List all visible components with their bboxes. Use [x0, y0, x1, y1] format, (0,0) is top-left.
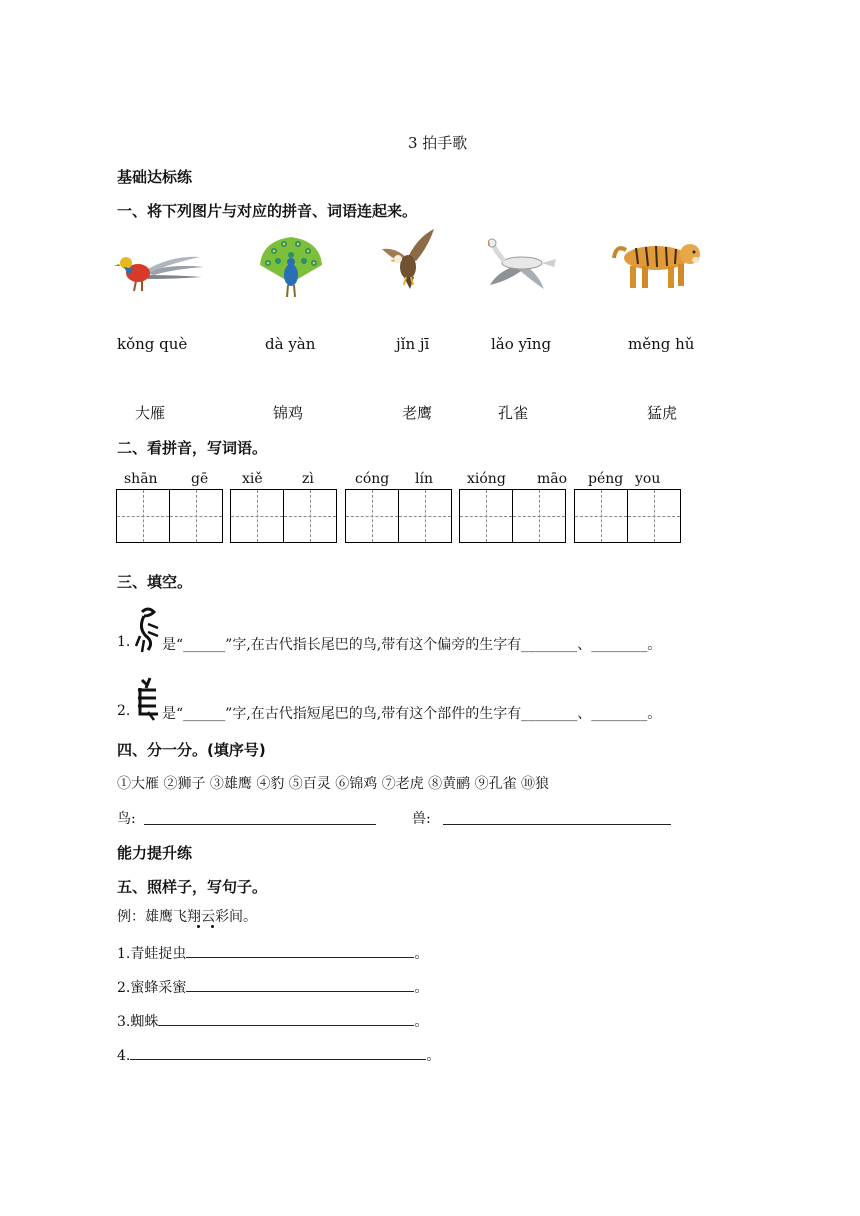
q2-pinyin-3: xiě — [242, 471, 263, 487]
q4-beast-answer-line[interactable] — [443, 810, 671, 825]
q5-line-2-end: 。 — [414, 980, 429, 996]
q1-word-2: 锦鸡 — [273, 404, 304, 422]
emphasis-dot — [197, 925, 200, 928]
q2-pinyin-4: zì — [302, 471, 314, 487]
q3-line1-number: 1. — [117, 634, 131, 650]
writing-grid-1[interactable] — [116, 489, 223, 543]
q5-line-1-end: 。 — [414, 946, 429, 962]
q2-pinyin-5: cóng — [355, 471, 390, 487]
q2-pinyin-2: gē — [191, 471, 209, 487]
q5-line-1-prefix: 1.青蛙捉虫 — [117, 946, 187, 962]
q3-line1-text: 是“______”字,在古代指长尾巴的鸟,带有这个偏旁的生字有________、________。 — [162, 637, 662, 653]
q4-heading: 四、分一分。(填序号) — [117, 741, 266, 759]
wild-goose-image — [488, 237, 558, 291]
page-title: 3 拍手歌 — [408, 134, 468, 152]
q5-line-2-prefix: 2.蜜蜂采蜜 — [117, 980, 187, 996]
writing-cell[interactable] — [398, 489, 452, 543]
q2-heading: 二、看拼音，写词语。 — [117, 439, 268, 457]
q2-pinyin-8: māo — [537, 471, 568, 487]
section-basic-heading: 基础达标练 — [117, 168, 193, 186]
q5-line-2 — [117, 977, 428, 997]
writing-grid-3[interactable] — [345, 489, 452, 543]
q1-heading: 一、将下列图片与对应的拼音、词语连起来。 — [117, 202, 418, 220]
q1-word-5: 猛虎 — [647, 404, 678, 422]
q5-line-4-prefix: 4. — [117, 1048, 131, 1064]
q5-line-3-prefix: 3.蜘蛛 — [117, 1014, 159, 1030]
writing-cell[interactable] — [283, 489, 337, 543]
eagle-image — [378, 227, 438, 291]
q3-line2-number: 2. — [117, 703, 131, 719]
tiger-image — [612, 234, 704, 292]
q1-pinyin-4: lǎo yīng — [491, 335, 552, 353]
ancient-short-tailed-bird-glyph-icon — [134, 676, 162, 722]
q5-answer-line-4[interactable] — [130, 1045, 426, 1060]
q1-pinyin-2: dà yàn — [265, 335, 316, 353]
writing-grid-2[interactable] — [230, 489, 337, 543]
writing-cell[interactable] — [169, 489, 223, 543]
golden-pheasant-image — [114, 245, 206, 295]
q3-line2-text: 是“______”字,在古代指短尾巴的鸟,带有这个部件的生字有________、________。 — [162, 706, 662, 722]
writing-cell[interactable] — [345, 489, 399, 543]
writing-grid-4[interactable] — [459, 489, 566, 543]
q4-bird-answer-line[interactable] — [144, 810, 376, 825]
q5-answer-line-3[interactable] — [158, 1011, 414, 1026]
writing-cell[interactable] — [574, 489, 628, 543]
q2-pinyin-10: you — [635, 471, 661, 487]
q5-line-4 — [117, 1045, 440, 1065]
q1-word-4: 孔雀 — [498, 404, 529, 422]
q5-line-3 — [117, 1011, 428, 1031]
q1-pinyin-3: jǐn jī — [396, 335, 430, 353]
q1-word-3: 老鹰 — [402, 404, 433, 422]
q5-heading: 五、照样子，写句子。 — [117, 878, 268, 896]
q3-heading: 三、填空。 — [117, 573, 193, 591]
q5-line-1 — [117, 943, 428, 963]
writing-cell[interactable] — [230, 489, 284, 543]
writing-grid-5[interactable] — [574, 489, 681, 543]
writing-cell[interactable] — [116, 489, 170, 543]
q5-example: 例：雄鹰飞翔云彩间。 — [117, 909, 257, 925]
q2-pinyin-9: péng — [588, 471, 624, 487]
q5-line-3-end: 。 — [414, 1014, 429, 1030]
q5-line-4-end: 。 — [426, 1048, 441, 1064]
emphasis-dot — [211, 925, 214, 928]
q5-answer-line-1[interactable] — [186, 943, 414, 958]
q1-pinyin-5: měng hǔ — [628, 335, 695, 353]
q2-pinyin-1: shān — [124, 471, 158, 487]
q1-pinyin-1: kǒng què — [117, 335, 188, 353]
q4-bird-label: 鸟: — [117, 811, 136, 827]
q2-pinyin-6: lín — [415, 471, 433, 487]
q2-pinyin-7: xióng — [467, 471, 506, 487]
q4-items: ①大雁 ②狮子 ③雄鹰 ④豹 ⑤百灵 ⑥锦鸡 ⑦老虎 ⑧黄鹂 ⑨孔雀 ⑩狼 — [117, 776, 550, 792]
section-advanced-heading: 能力提升练 — [117, 844, 193, 862]
writing-cell[interactable] — [627, 489, 681, 543]
q4-beast-label: 兽: — [412, 811, 431, 827]
peacock-image — [258, 235, 324, 299]
writing-cell[interactable] — [459, 489, 513, 543]
q1-word-1: 大雁 — [135, 404, 166, 422]
writing-cell[interactable] — [512, 489, 566, 543]
ancient-bird-glyph-icon — [134, 606, 162, 654]
q5-answer-line-2[interactable] — [186, 977, 414, 992]
